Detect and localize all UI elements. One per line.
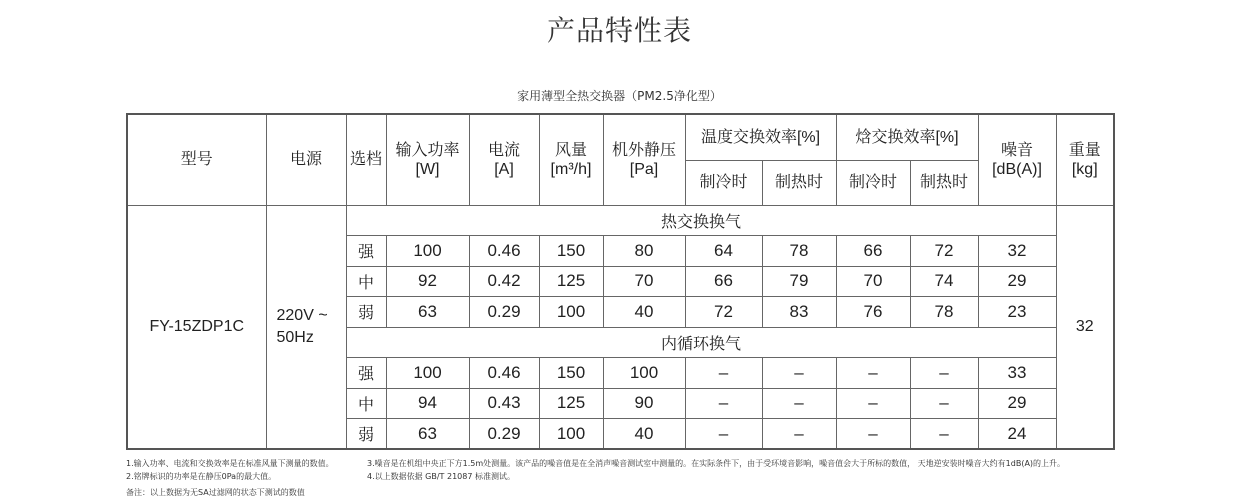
enthalpy-heating-cell: 74: [910, 266, 978, 297]
header-enthalpy-cooling: 制冷时: [836, 160, 910, 205]
temp-cooling-cell: 72: [685, 297, 762, 328]
header-model: 型号: [127, 114, 266, 205]
temp-cooling-cell: 64: [685, 236, 762, 267]
footnotes-left: [126, 458, 334, 483]
gear-cell: 中: [346, 388, 386, 419]
header-input-power-unit: [W]: [415, 160, 440, 178]
static-pressure-cell: 100: [603, 358, 685, 389]
header-input-power: [386, 114, 469, 205]
header-noise-label: 噪音: [1000, 141, 1033, 159]
header-airflow-unit: [m³/h]: [550, 160, 592, 178]
footnote-1: 1.输入功率、电流和交换效率是在标准风量下测量的数值。: [126, 459, 334, 468]
enthalpy-heating-cell: 78: [910, 297, 978, 328]
temp-heating-cell: 79: [762, 266, 836, 297]
static-pressure-cell: 90: [603, 388, 685, 419]
header-weight-unit: [kg]: [1071, 160, 1098, 178]
power-line-1: 220V ~: [276, 306, 328, 324]
weight-value: 32: [1056, 205, 1114, 449]
input-power-cell: 94: [386, 388, 469, 419]
gear-cell: 强: [346, 358, 386, 389]
header-current-unit: [A]: [494, 160, 514, 178]
current-cell: 0.42: [469, 266, 539, 297]
header-weight: [1056, 114, 1114, 205]
current-cell: 0.46: [469, 236, 539, 267]
static-pressure-cell: 80: [603, 236, 685, 267]
airflow-cell: 125: [539, 388, 603, 419]
gear-cell: 弱: [346, 419, 386, 450]
model-value: FY-15ZDP1C: [127, 205, 266, 449]
header-static-pressure-label: 机外静压: [611, 141, 676, 159]
current-cell: 0.29: [469, 297, 539, 328]
header-enthalpy-efficiency: 焓交换效率[%]: [836, 114, 978, 160]
remark-note: 备注：以上数据为无SA过滤网的状态下测试的数值: [126, 488, 305, 497]
footnote-2: 2.铭牌标识的功率是在静压0Pa的最大值。: [126, 471, 277, 481]
static-pressure-cell: 40: [603, 419, 685, 450]
input-power-cell: 63: [386, 419, 469, 450]
input-power-cell: 63: [386, 297, 469, 328]
noise-cell: 24: [978, 419, 1056, 450]
noise-cell: 32: [978, 236, 1056, 267]
page-title: 产品特性表: [546, 14, 692, 47]
current-cell: 0.46: [469, 358, 539, 389]
product-spec-table: [126, 113, 1115, 450]
header-current: [469, 114, 539, 205]
enthalpy-cooling-cell: –: [836, 358, 910, 389]
noise-cell: 29: [978, 266, 1056, 297]
enthalpy-cooling-cell: 70: [836, 266, 910, 297]
header-temp-cooling: 制冷时: [685, 160, 762, 205]
airflow-cell: 150: [539, 236, 603, 267]
gear-cell: 弱: [346, 297, 386, 328]
airflow-cell: 125: [539, 266, 603, 297]
temp-cooling-cell: –: [685, 388, 762, 419]
enthalpy-cooling-cell: 76: [836, 297, 910, 328]
gear-cell: 强: [346, 236, 386, 267]
section-recirculation-label: 内循环换气: [346, 327, 1056, 358]
header-static-pressure-unit: [Pa]: [629, 160, 659, 178]
header-current-label: 电流: [487, 141, 520, 159]
noise-cell: 29: [978, 388, 1056, 419]
temp-heating-cell: 83: [762, 297, 836, 328]
enthalpy-heating-cell: 72: [910, 236, 978, 267]
header-temp-heating: 制热时: [762, 160, 836, 205]
header-noise-unit: [dB(A)]: [992, 160, 1042, 178]
current-cell: 0.43: [469, 388, 539, 419]
airflow-cell: 150: [539, 358, 603, 389]
static-pressure-cell: 40: [603, 297, 685, 328]
header-weight-label: 重量: [1068, 141, 1101, 159]
table-subtitle: 家用薄型全热交换器（PM2.5净化型）: [517, 89, 722, 103]
input-power-cell: 100: [386, 358, 469, 389]
gear-cell: 中: [346, 266, 386, 297]
header-airflow-label: 风量: [554, 141, 587, 159]
enthalpy-heating-cell: –: [910, 419, 978, 450]
header-airflow: [539, 114, 603, 205]
enthalpy-cooling-cell: –: [836, 419, 910, 450]
static-pressure-cell: 70: [603, 266, 685, 297]
footnote-4: 4.以上数据依据 GB/T 21087 标准测试。: [367, 471, 515, 481]
enthalpy-cooling-cell: –: [836, 388, 910, 419]
current-cell: 0.29: [469, 419, 539, 450]
power-value: [266, 205, 346, 449]
header-enthalpy-heating: 制热时: [910, 160, 978, 205]
temp-cooling-cell: –: [685, 358, 762, 389]
airflow-cell: 100: [539, 297, 603, 328]
enthalpy-cooling-cell: 66: [836, 236, 910, 267]
enthalpy-heating-cell: –: [910, 358, 978, 389]
input-power-cell: 100: [386, 236, 469, 267]
footnote-3: 3.噪音是在机组中央正下方1.5m处测量。该产品的噪音值是在全消声噪音测试室中测量的。在实际条件下，由于受环境音影响，噪音值会大于所标的数值， 天地逆安装时噪音大约有1dB(A)的上升。: [367, 459, 1066, 468]
noise-cell: 23: [978, 297, 1056, 328]
section-heat-exchange-label: 热交换换气: [346, 205, 1056, 236]
footnotes-right: [367, 458, 1065, 483]
header-gear: 选档: [346, 114, 386, 205]
input-power-cell: 92: [386, 266, 469, 297]
temp-heating-cell: –: [762, 419, 836, 450]
temp-cooling-cell: –: [685, 419, 762, 450]
noise-cell: 33: [978, 358, 1056, 389]
power-line-2: 50Hz: [276, 328, 314, 346]
header-power: 电源: [266, 114, 346, 205]
header-noise: [978, 114, 1056, 205]
temp-heating-cell: –: [762, 388, 836, 419]
temp-heating-cell: 78: [762, 236, 836, 267]
temp-cooling-cell: 66: [685, 266, 762, 297]
header-temp-efficiency: 温度交换效率[%]: [685, 114, 836, 160]
temp-heating-cell: –: [762, 358, 836, 389]
header-static-pressure: [603, 114, 685, 205]
header-input-power-label: 输入功率: [395, 141, 460, 159]
airflow-cell: 100: [539, 419, 603, 450]
enthalpy-heating-cell: –: [910, 388, 978, 419]
